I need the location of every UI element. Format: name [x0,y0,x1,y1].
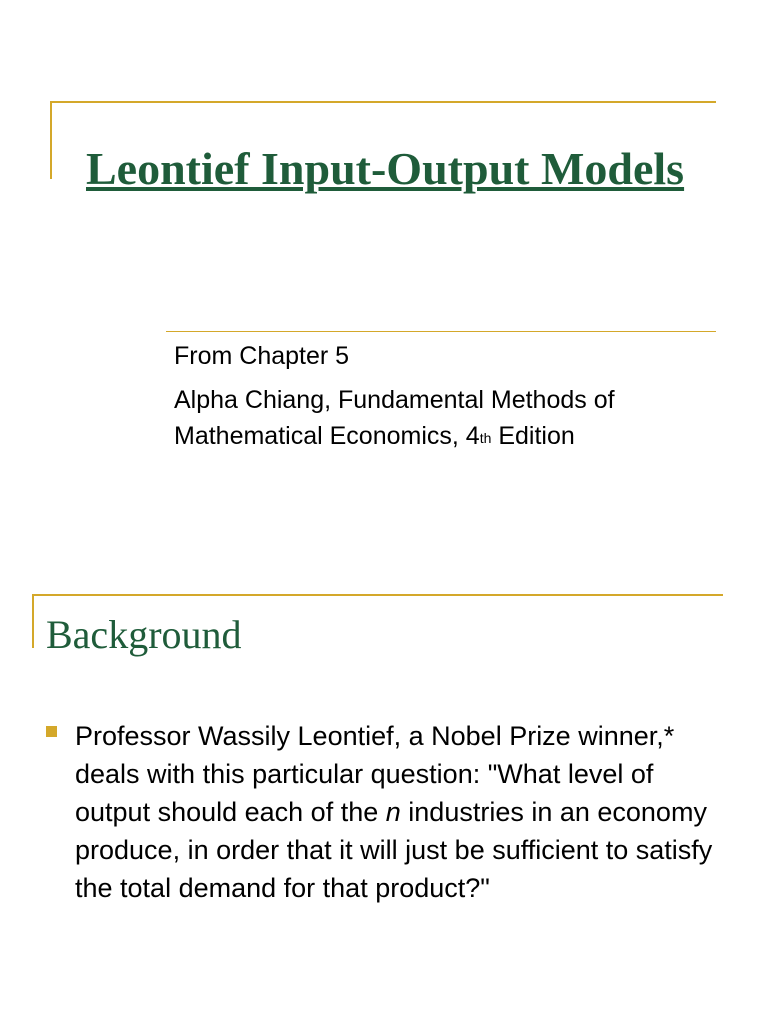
slide-title: Leontief Input-Output Models [86,143,685,194]
title-left-rule [50,101,52,179]
heading-left-rule [32,594,34,648]
subtitle-edition: Edition [491,422,575,450]
square-bullet-icon [46,726,57,737]
heading-top-rule [32,594,723,596]
subtitle-book-text: Alpha Chiang, Fundamental Methods of Mathematical Economics, 4 [174,386,615,450]
slide-heading: Background [46,612,242,657]
bullet-text-part2: industries in an economy produce, in order that it will just be sufficient to satisfy the total demand for that product?" [75,797,713,903]
bullet-text-part1: Professor Wassily Leontief, a Nobel Prize winner,* deals with this particular question: "What level of output should each of the [75,721,675,827]
bullet-italic-n: n [385,797,401,827]
subtitle-chapter: From Chapter 5 [174,342,350,370]
subtitle-book [174,382,734,454]
bullet-text [75,717,725,907]
background-slide [0,560,768,1024]
subtitle-rule [166,331,716,332]
title-top-rule [50,101,716,103]
subtitle-block [174,338,734,454]
subtitle-ordinal: th [479,430,492,446]
